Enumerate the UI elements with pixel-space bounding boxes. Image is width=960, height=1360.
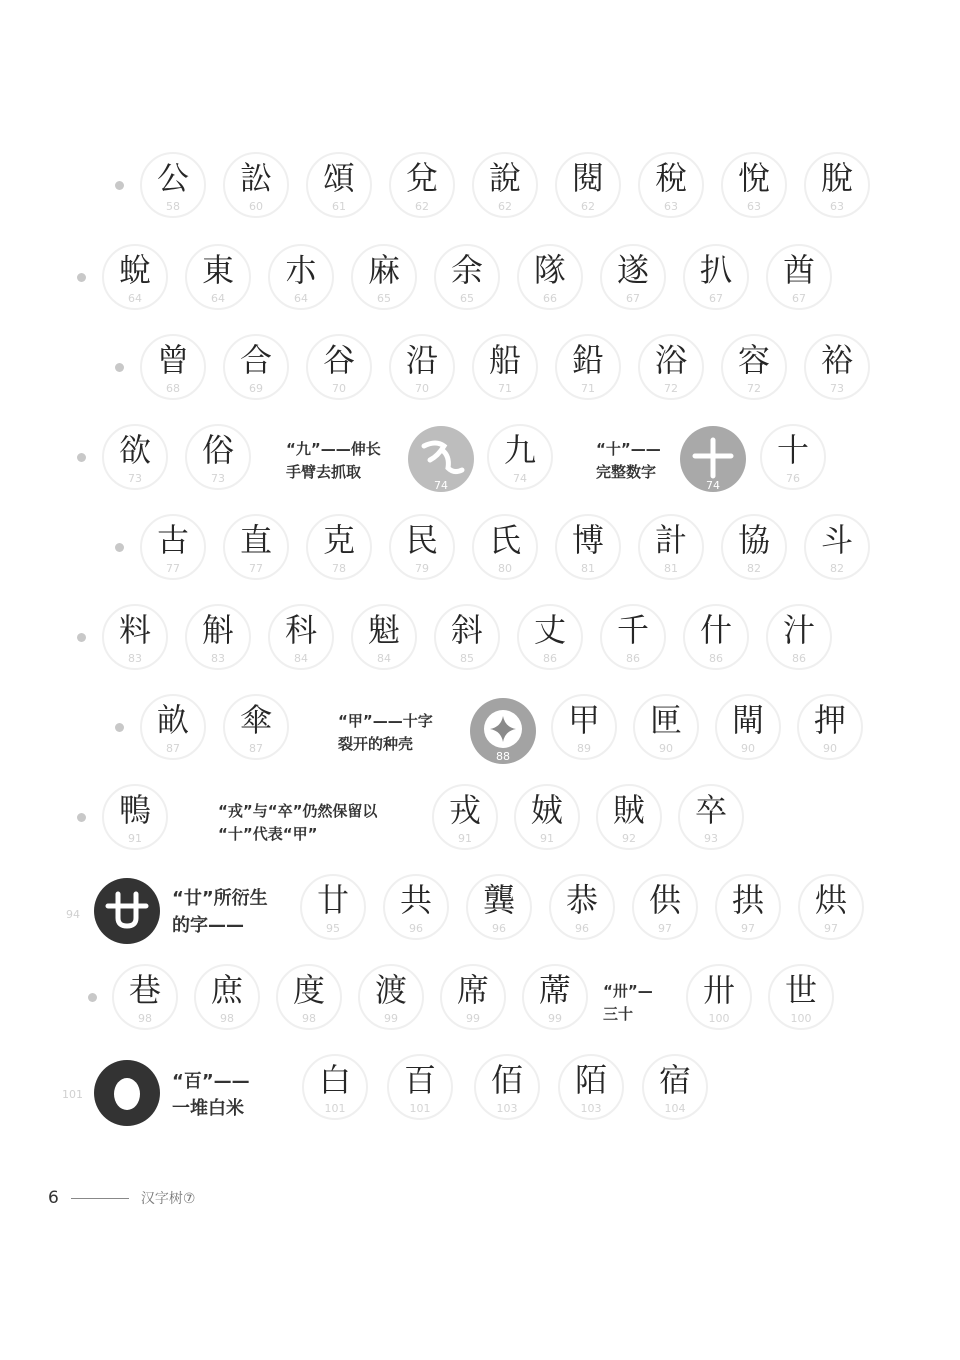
note-jiu (286, 438, 381, 484)
page-ref-number: 62 (581, 200, 595, 213)
character: 龔 (482, 881, 515, 919)
character: 余 (450, 251, 483, 289)
page-ref-number: 83 (128, 652, 142, 665)
note-nian (172, 885, 268, 939)
character: 渡 (374, 971, 407, 1009)
page-ref-number: 100 (708, 1012, 730, 1025)
character: 俗 (201, 431, 234, 469)
character-cell (223, 152, 295, 224)
page-ref-number: 91 (128, 832, 142, 845)
page-ref-number: 81 (664, 562, 678, 575)
character-cell (102, 784, 174, 856)
page-ref-number: 103 (580, 1102, 602, 1115)
character-cell (223, 334, 295, 406)
page-ref-number: 87 (166, 742, 180, 755)
note-line: 裂开的种壳 (338, 735, 414, 753)
page-ref-number: 84 (294, 652, 308, 665)
character-cell (804, 152, 876, 224)
character: 斜 (450, 611, 483, 649)
note-line: 的字—— (172, 915, 244, 936)
page-ref-number: 90 (741, 742, 755, 755)
page-ref-number: 86 (792, 652, 806, 665)
row-bullet (77, 813, 86, 822)
page-ref-number: 90 (823, 742, 837, 755)
character-cell (721, 514, 793, 586)
character-cell (389, 334, 461, 406)
character-cell (300, 874, 372, 946)
page-ref-number: 99 (384, 1012, 398, 1025)
page-ref-number: 101 (324, 1102, 346, 1115)
note-bai (172, 1068, 250, 1122)
character-cell (600, 244, 672, 316)
character: 庶 (210, 971, 243, 1009)
character-cell (798, 874, 870, 946)
character-cell (555, 152, 627, 224)
page-ref-number: 67 (709, 292, 723, 305)
character-cell (638, 334, 710, 406)
page-ref-number: 64 (128, 292, 142, 305)
character-cell (558, 1054, 630, 1126)
character: 白 (318, 1061, 351, 1099)
character-cell (434, 604, 506, 676)
page-ref-number: 95 (326, 922, 340, 935)
page-ref-number: 77 (166, 562, 180, 575)
character-cell (551, 694, 623, 766)
character: 娀 (530, 791, 563, 829)
character-cell (522, 964, 594, 1036)
row-bullet (88, 993, 97, 1002)
note-line: “卅”— (603, 982, 653, 1000)
note-sa (603, 980, 653, 1026)
row-bullet (77, 453, 86, 462)
page-ref-number: 80 (498, 562, 512, 575)
character-cell (185, 604, 257, 676)
character: 東 (201, 251, 234, 289)
character-cell (517, 244, 589, 316)
character: 合 (239, 341, 272, 379)
page-ref-number: 78 (332, 562, 346, 575)
page-ref-number: 69 (249, 382, 263, 395)
character-cell (766, 604, 838, 676)
character: 克 (322, 521, 355, 559)
character: 酋 (782, 251, 815, 289)
character: 千 (616, 611, 649, 649)
character: 烘 (814, 881, 847, 919)
character: 料 (118, 611, 151, 649)
page-ref-number: 64 (211, 292, 225, 305)
character-cell (466, 874, 538, 946)
character-cell (351, 604, 423, 676)
row-bullet (77, 633, 86, 642)
icon-number: 74 (434, 479, 448, 492)
character: 魁 (367, 611, 400, 649)
page-ref-number: 82 (747, 562, 761, 575)
character: 席 (456, 971, 489, 1009)
character-cell (721, 334, 793, 406)
page-ref-number: 91 (540, 832, 554, 845)
page-ref-number: 99 (466, 1012, 480, 1025)
character-cell (432, 784, 504, 856)
side-number: 101 (62, 1088, 83, 1101)
character-cell (804, 334, 876, 406)
character-cell (268, 244, 340, 316)
page-ref-number: 96 (575, 922, 589, 935)
character-cell (555, 334, 627, 406)
character: 卅 (702, 971, 735, 1009)
page-ref-number: 86 (626, 652, 640, 665)
row-bullet (115, 723, 124, 732)
character-cell (642, 1054, 714, 1126)
character-cell (389, 514, 461, 586)
page-ref-number: 79 (415, 562, 429, 575)
character-cell (678, 784, 750, 856)
character: 什 (699, 611, 732, 649)
character-cell (768, 964, 840, 1036)
character: 欲 (118, 431, 151, 469)
page-ref-number: 73 (211, 472, 225, 485)
page-ref-number: 81 (581, 562, 595, 575)
page-ref-number: 65 (377, 292, 391, 305)
icon-number: 88 (496, 750, 510, 763)
character-cell (140, 152, 212, 224)
character: 陌 (574, 1061, 607, 1099)
page-number: 6 (48, 1188, 59, 1208)
character-cell (514, 784, 586, 856)
character: 稅 (654, 159, 687, 197)
character: 共 (399, 881, 432, 919)
page-ref-number: 101 (409, 1102, 431, 1115)
character: 遂 (616, 251, 649, 289)
note-line: “戎”与“卒”仍然保留以 (218, 802, 378, 820)
character: 甲 (567, 701, 600, 739)
character: 恭 (565, 881, 598, 919)
character: 匣 (649, 701, 682, 739)
character-cell (797, 694, 869, 766)
character: 隊 (533, 251, 566, 289)
character-cell (185, 244, 257, 316)
character-cell (686, 964, 758, 1036)
page-ref-number: 96 (409, 922, 423, 935)
page-ref-number: 90 (659, 742, 673, 755)
page-ref-number: 73 (128, 472, 142, 485)
character: 鉛 (571, 341, 604, 379)
character: 船 (488, 341, 521, 379)
character-cell (683, 604, 755, 676)
character-cell (302, 1054, 374, 1126)
character-cell (140, 334, 212, 406)
character-cell (638, 514, 710, 586)
character: 度 (292, 971, 325, 1009)
character-cell (632, 874, 704, 946)
character: 民 (405, 521, 438, 559)
character-cell (223, 694, 295, 766)
page-ref-number: 87 (249, 742, 263, 755)
character: 谷 (322, 341, 355, 379)
character: 佰 (490, 1061, 523, 1099)
page-ref-number: 99 (548, 1012, 562, 1025)
character: 卒 (694, 791, 727, 829)
character: 麻 (367, 251, 400, 289)
character: 丈 (533, 611, 566, 649)
character: 蛻 (118, 251, 151, 289)
character: 傘 (239, 701, 272, 739)
character-cell (596, 784, 668, 856)
page-ref-number: 71 (498, 382, 512, 395)
note-line: “十”—— (596, 440, 661, 458)
character-cell (306, 152, 378, 224)
character: 廿 (316, 881, 349, 919)
character: 閱 (571, 159, 604, 197)
page-ref-number: 92 (622, 832, 636, 845)
page-ref-number: 98 (302, 1012, 316, 1025)
page-ref-number: 100 (790, 1012, 812, 1025)
page-ref-number: 103 (496, 1102, 518, 1115)
character: 斛 (201, 611, 234, 649)
row-bullet (115, 543, 124, 552)
character: 氏 (488, 521, 521, 559)
page-ref-number: 96 (492, 922, 506, 935)
note-line: “廿”所衍生 (172, 888, 268, 909)
character: 直 (239, 521, 272, 559)
character: 押 (813, 701, 846, 739)
character-cell (185, 424, 257, 496)
character: 容 (737, 341, 770, 379)
character-cell (140, 514, 212, 586)
character: 脫 (820, 159, 853, 197)
page-ref-number: 93 (704, 832, 718, 845)
character: 古 (156, 521, 189, 559)
character-cell (306, 514, 378, 586)
side-number: 94 (66, 908, 80, 921)
character-cell (383, 874, 455, 946)
character-cell (276, 964, 348, 1036)
character: 朩 (284, 251, 317, 289)
character: 宿 (658, 1061, 691, 1099)
note-line: 三十 (603, 1005, 634, 1023)
character-cell (268, 604, 340, 676)
page-ref-number: 58 (166, 200, 180, 213)
page-ref-number: 74 (513, 472, 527, 485)
page-footer (48, 1188, 195, 1208)
character-cell (472, 334, 544, 406)
character-cell (389, 152, 461, 224)
character-cell (600, 604, 672, 676)
page-ref-number: 97 (658, 922, 672, 935)
character-cell (472, 514, 544, 586)
note-line: “百”—— (172, 1071, 250, 1092)
character-cell (387, 1054, 459, 1126)
character: 閘 (731, 701, 764, 739)
footer-rule (71, 1198, 129, 1199)
character-cell (715, 874, 787, 946)
character-cell (721, 152, 793, 224)
page-ref-number: 91 (458, 832, 472, 845)
page-ref-number: 85 (460, 652, 474, 665)
character-cell (140, 694, 212, 766)
character: 巷 (128, 971, 161, 1009)
character: 戎 (448, 791, 481, 829)
character-cell (487, 424, 559, 496)
row-bullet (115, 181, 124, 190)
character: 蓆 (538, 971, 571, 1009)
page-ref-number: 62 (498, 200, 512, 213)
character-cell (760, 424, 832, 496)
note-jia (338, 710, 433, 756)
character: 拱 (731, 881, 764, 919)
character-cell (223, 514, 295, 586)
row-bullet (77, 273, 86, 282)
page-ref-number: 97 (824, 922, 838, 935)
page-ref-number: 67 (626, 292, 640, 305)
character: 鴨 (118, 791, 151, 829)
character-cell (102, 244, 174, 316)
character: 汁 (782, 611, 815, 649)
character-cell (472, 152, 544, 224)
character-cell (194, 964, 266, 1036)
character: 扒 (699, 251, 732, 289)
note-line: 手臂去抓取 (286, 463, 362, 481)
note-line: “九”——伸长 (286, 440, 381, 458)
character: 十 (776, 431, 809, 469)
character-cell (434, 244, 506, 316)
character-cell (766, 244, 838, 316)
character-cell (633, 694, 705, 766)
page-ref-number: 70 (332, 382, 346, 395)
bai-icon (94, 1060, 160, 1126)
character-cell (112, 964, 184, 1036)
character: 浴 (654, 341, 687, 379)
character: 斗 (820, 521, 853, 559)
character: 兌 (405, 159, 438, 197)
character: 畝 (156, 701, 189, 739)
character-cell (555, 514, 627, 586)
note-line: 一堆白米 (172, 1098, 244, 1119)
character: 供 (648, 881, 681, 919)
page-ref-number: 60 (249, 200, 263, 213)
character-cell (517, 604, 589, 676)
page-ref-number: 66 (543, 292, 557, 305)
character: 頌 (322, 159, 355, 197)
character: 悅 (737, 159, 770, 197)
page-ref-number: 89 (577, 742, 591, 755)
page-ref-number: 98 (138, 1012, 152, 1025)
page-ref-number: 62 (415, 200, 429, 213)
page-ref-number: 84 (377, 652, 391, 665)
page-ref-number: 72 (747, 382, 761, 395)
page-ref-number: 71 (581, 382, 595, 395)
page-ref-number: 68 (166, 382, 180, 395)
page-ref-number: 98 (220, 1012, 234, 1025)
character: 世 (784, 971, 817, 1009)
character-cell (440, 964, 512, 1036)
row-bullet (115, 363, 124, 372)
character-cell (358, 964, 430, 1036)
character-cell (102, 604, 174, 676)
character-cell (549, 874, 621, 946)
page-ref-number: 83 (211, 652, 225, 665)
character: 協 (737, 521, 770, 559)
character-cell (102, 424, 174, 496)
note-shi (596, 438, 661, 484)
page-ref-number: 104 (664, 1102, 686, 1115)
page-ref-number: 73 (830, 382, 844, 395)
character: 賊 (612, 791, 645, 829)
page-ref-number: 65 (460, 292, 474, 305)
character: 裕 (820, 341, 853, 379)
character: 說 (488, 159, 521, 197)
page-ref-number: 86 (709, 652, 723, 665)
page-ref-number: 63 (747, 200, 761, 213)
page-ref-number: 64 (294, 292, 308, 305)
character-cell (715, 694, 787, 766)
character-cell (683, 244, 755, 316)
page-ref-number: 67 (792, 292, 806, 305)
page-ref-number: 61 (332, 200, 346, 213)
character: 博 (571, 521, 604, 559)
page-ref-number: 97 (741, 922, 755, 935)
character-cell (306, 334, 378, 406)
page-ref-number: 72 (664, 382, 678, 395)
note-rong (218, 800, 377, 846)
page-ref-number: 86 (543, 652, 557, 665)
character-cell (474, 1054, 546, 1126)
character-cell (638, 152, 710, 224)
page-ref-number: 70 (415, 382, 429, 395)
note-line: “十”代表“甲” (218, 825, 318, 843)
icon-number: 74 (706, 479, 720, 492)
page-ref-number: 63 (664, 200, 678, 213)
note-line: “甲”——十字 (338, 712, 433, 730)
character-cell (804, 514, 876, 586)
character: 公 (156, 159, 189, 197)
character: 九 (503, 431, 536, 469)
character: 科 (284, 611, 317, 649)
nian-icon (94, 878, 160, 944)
page-ref-number: 77 (249, 562, 263, 575)
character: 訟 (239, 159, 272, 197)
character: 曾 (156, 341, 189, 379)
character: 沿 (405, 341, 438, 379)
character: 百 (403, 1061, 436, 1099)
character-cell (351, 244, 423, 316)
page-ref-number: 76 (786, 472, 800, 485)
page-ref-number: 82 (830, 562, 844, 575)
page-ref-number: 63 (830, 200, 844, 213)
character: 計 (654, 521, 687, 559)
book-title: 汉字树⑦ (140, 1191, 196, 1207)
note-line: 完整数字 (596, 463, 657, 481)
